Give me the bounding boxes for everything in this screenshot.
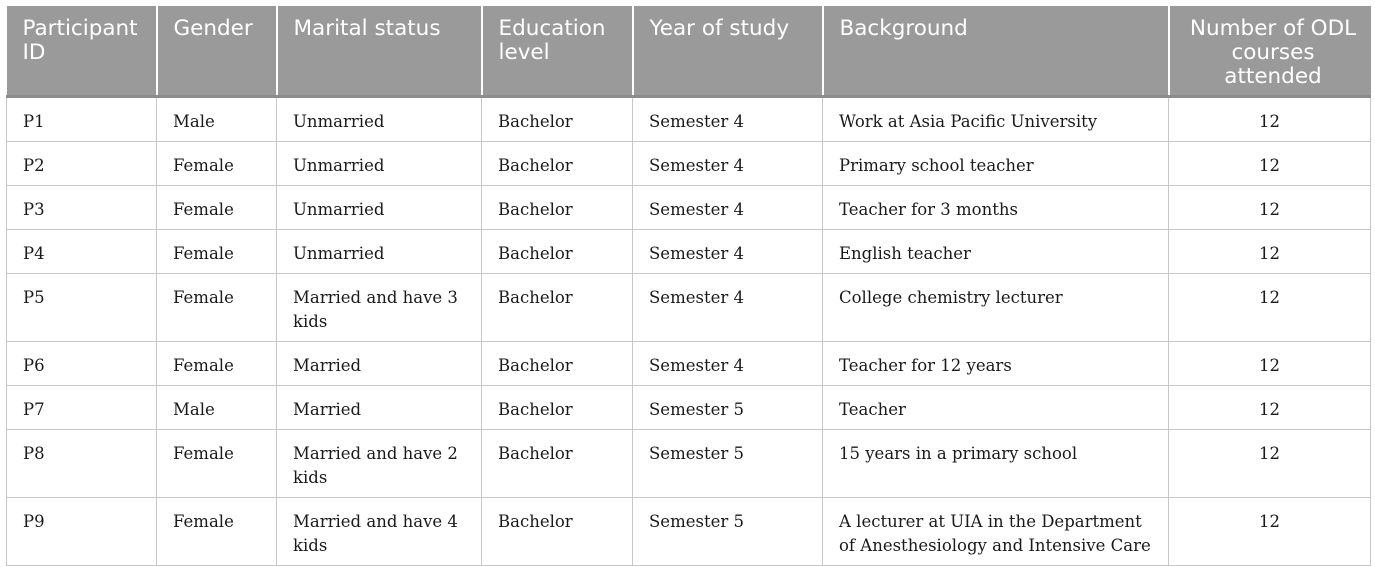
cell-education-level: Bachelor <box>482 230 633 274</box>
cell-marital-status: Married <box>277 386 482 430</box>
cell-odl-courses: 12 <box>1169 274 1371 342</box>
cell-gender: Female <box>157 342 277 386</box>
header-education-level: Education level <box>482 6 633 97</box>
cell-gender: Female <box>157 186 277 230</box>
cell-marital-status: Married and have 2 kids <box>277 430 482 498</box>
cell-year-of-study: Semester 4 <box>633 186 823 230</box>
cell-participant-id: P3 <box>7 186 157 230</box>
cell-odl-courses: 12 <box>1169 430 1371 498</box>
table-row <box>7 230 1371 274</box>
cell-participant-id: P4 <box>7 230 157 274</box>
cell-year-of-study: Semester 5 <box>633 386 823 430</box>
cell-participant-id: P1 <box>7 97 157 142</box>
table-row <box>7 498 1371 566</box>
header-participant-id: Participant ID <box>7 6 157 97</box>
cell-marital-status: Unmarried <box>277 186 482 230</box>
cell-gender: Female <box>157 430 277 498</box>
table-header <box>7 6 1371 97</box>
cell-education-level: Bachelor <box>482 274 633 342</box>
cell-year-of-study: Semester 4 <box>633 342 823 386</box>
cell-odl-courses: 12 <box>1169 186 1371 230</box>
header-row <box>7 6 1371 97</box>
cell-marital-status: Unmarried <box>277 142 482 186</box>
cell-education-level: Bachelor <box>482 186 633 230</box>
cell-gender: Female <box>157 230 277 274</box>
cell-background: A lecturer at UIA in the Department of Anesthesiology and Intensive Care <box>823 498 1169 566</box>
cell-year-of-study: Semester 4 <box>633 274 823 342</box>
participants-table <box>6 6 1371 566</box>
table-row <box>7 142 1371 186</box>
cell-odl-courses: 12 <box>1169 230 1371 274</box>
cell-background: 15 years in a primary school <box>823 430 1169 498</box>
cell-marital-status: Married and have 4 kids <box>277 498 482 566</box>
cell-participant-id: P2 <box>7 142 157 186</box>
cell-gender: Female <box>157 142 277 186</box>
cell-gender: Male <box>157 386 277 430</box>
cell-background: Teacher <box>823 386 1169 430</box>
cell-marital-status: Unmarried <box>277 97 482 142</box>
cell-education-level: Bachelor <box>482 498 633 566</box>
cell-odl-courses: 12 <box>1169 498 1371 566</box>
header-marital-status: Marital status <box>277 6 482 97</box>
cell-participant-id: P9 <box>7 498 157 566</box>
cell-education-level: Bachelor <box>482 342 633 386</box>
cell-education-level: Bachelor <box>482 430 633 498</box>
table-row <box>7 274 1371 342</box>
table-row <box>7 342 1371 386</box>
cell-background: Teacher for 12 years <box>823 342 1169 386</box>
header-odl-courses: Number of ODL courses attended <box>1169 6 1371 97</box>
table-row <box>7 186 1371 230</box>
cell-odl-courses: 12 <box>1169 386 1371 430</box>
cell-background: Work at Asia Pacific University <box>823 97 1169 142</box>
cell-odl-courses: 12 <box>1169 342 1371 386</box>
cell-marital-status: Married <box>277 342 482 386</box>
cell-background: Teacher for 3 months <box>823 186 1169 230</box>
cell-marital-status: Unmarried <box>277 230 482 274</box>
cell-education-level: Bachelor <box>482 142 633 186</box>
cell-odl-courses: 12 <box>1169 142 1371 186</box>
table-row <box>7 97 1371 142</box>
cell-background: Primary school teacher <box>823 142 1169 186</box>
cell-gender: Male <box>157 97 277 142</box>
cell-education-level: Bachelor <box>482 386 633 430</box>
cell-year-of-study: Semester 5 <box>633 498 823 566</box>
cell-year-of-study: Semester 5 <box>633 430 823 498</box>
cell-gender: Female <box>157 274 277 342</box>
header-background: Background <box>823 6 1169 97</box>
cell-year-of-study: Semester 4 <box>633 230 823 274</box>
cell-year-of-study: Semester 4 <box>633 142 823 186</box>
cell-year-of-study: Semester 4 <box>633 97 823 142</box>
cell-participant-id: P7 <box>7 386 157 430</box>
cell-background: College chemistry lecturer <box>823 274 1169 342</box>
cell-education-level: Bachelor <box>482 97 633 142</box>
cell-participant-id: P8 <box>7 430 157 498</box>
header-year-of-study: Year of study <box>633 6 823 97</box>
cell-gender: Female <box>157 498 277 566</box>
cell-background: English teacher <box>823 230 1169 274</box>
cell-participant-id: P6 <box>7 342 157 386</box>
table-row <box>7 386 1371 430</box>
table-row <box>7 430 1371 498</box>
cell-marital-status: Married and have 3 kids <box>277 274 482 342</box>
header-gender: Gender <box>157 6 277 97</box>
cell-odl-courses: 12 <box>1169 97 1371 142</box>
cell-participant-id: P5 <box>7 274 157 342</box>
table-body <box>7 97 1371 566</box>
